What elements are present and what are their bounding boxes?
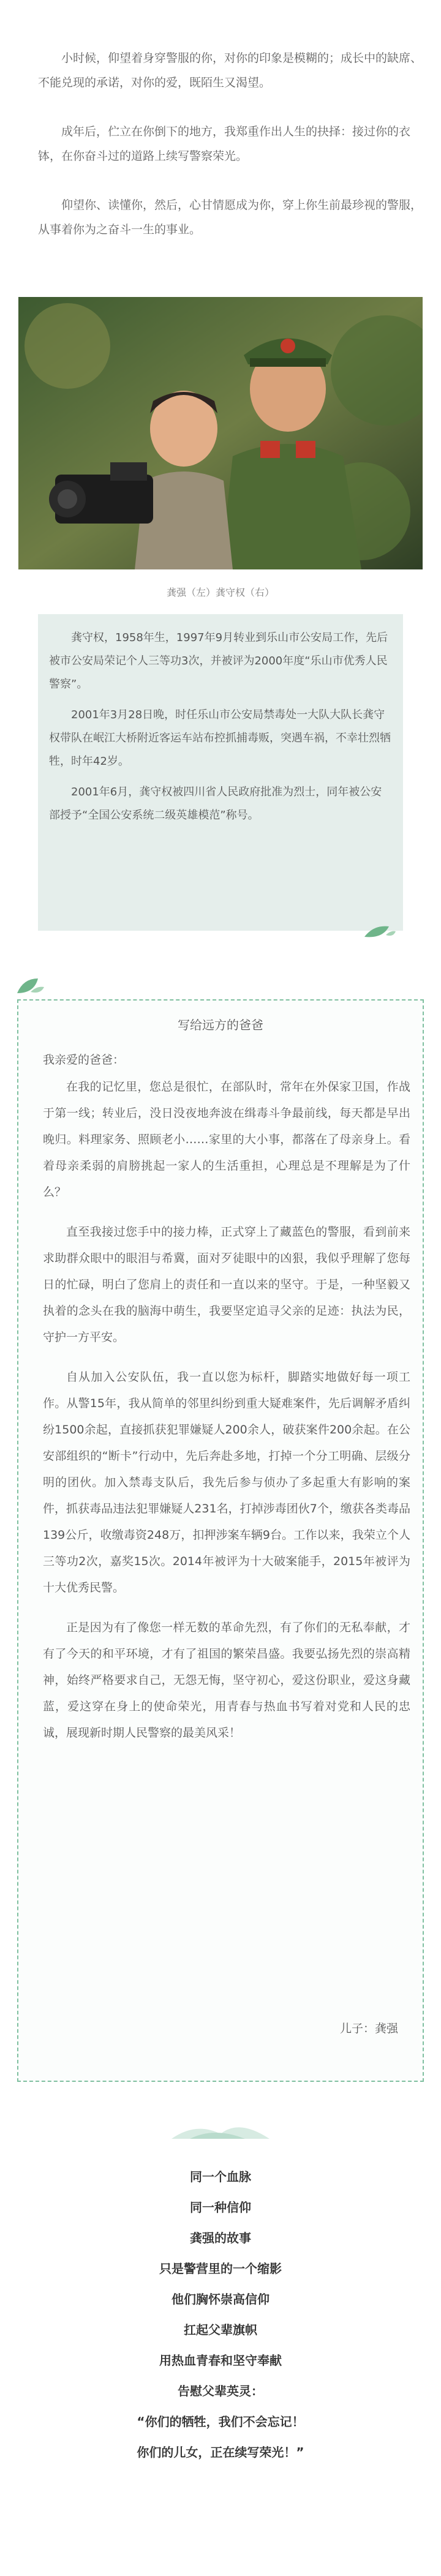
photo-caption: 龚强（左）龚守权（右） <box>166 587 274 598</box>
letter-greeting: 我亲爱的爸爸： <box>43 1053 125 1067</box>
poem-line: 告慰父辈英灵： <box>178 2384 263 2398</box>
poem-line: 同一种信仰 <box>190 2200 251 2215</box>
letter-paragraph-4: 正是因为有了像您一样无数的革命先烈，有了你们的无私奉献，才有了今天的和平环境，才有了祖国的繁荣昌盛。我要弘扬先烈的崇高精神，始终严格要求自己，无怨无悔，坚守初心，爱这份职业，爱这身藏蓝，爱这穿在身上的使命荣光，用青春与热血书写着对党和人民的忠诚，展现新时期人民警察的最美风采！ <box>43 1621 410 1740</box>
letter-signature: 儿子：龚强 <box>339 2022 398 2035</box>
closing-poem <box>0 2161 441 2468</box>
letter-paragraph-1: 在我的记忆里，您总是很忙，在部队时，常年在外保家卫国，作战于第一线；转业后，没日没夜地奔波在缉毒斗争最前线，每天都是早出晚归。料理家务、照顾老小……家里的大小事，都落在了母亲身上。看着母亲柔弱的肩膀挑起一家人的生活重担，心理总是不理解是为了什么？ <box>43 1080 410 1199</box>
photo-illustration <box>18 297 423 569</box>
intro-section <box>38 46 430 266</box>
hill-divider-icon <box>172 2116 270 2140</box>
intro-paragraph-3: 仰望你、读懂你，然后，心甘情愿成为你，穿上你生前最珍视的警服，从事着你为之奋斗一生的事业。 <box>38 198 423 236</box>
letter-body <box>43 1074 410 1760</box>
bio-paragraph-3: 2001年6月，龚守权被四川省人民政府批准为烈士，同年被公安部授予“全国公安系统二级英雄模范”称号。 <box>49 786 382 822</box>
poem-line: 他们胸怀崇高信仰 <box>172 2292 270 2307</box>
poem-line: 扛起父辈旗帜 <box>184 2323 257 2337</box>
intro-paragraph-2: 成年后，伫立在你倒下的地方，我郑重作出人生的抉择：接过你的衣钵，在你奋斗过的道路上续写警察荣光。 <box>38 125 411 163</box>
letter-title: 写给远方的爸爸 <box>178 1018 263 1032</box>
letter-paragraph-2: 直至我接过您手中的接力棒，正式穿上了藏蓝色的警服，看到前来求助群众眼中的眼泪与希冀，面对歹徒眼中的凶狠，我似乎理解了您每日的忙碌，明白了您肩上的责任和一直以来的坚守。于是，一种坚毅又执着的念头在我的脑海中萌生，我要坚定追寻父亲的足迹：执法为民，守护一方平安。 <box>43 1225 410 1344</box>
poem-line: 用热血青春和坚守奉献 <box>159 2353 282 2368</box>
biography-box <box>38 614 403 931</box>
poem-line: 你们的儿女，正在续写荣光！” <box>137 2445 304 2460</box>
poem-line: 只是警营里的一个缩影 <box>159 2261 282 2276</box>
leaf-icon <box>361 922 398 940</box>
intro-paragraph-1: 小时候，仰望着身穿警服的你，对你的印象是模糊的；成长中的缺席、不能兑现的承诺，对你的爱，既陌生又渴望。 <box>38 51 423 89</box>
poem-line: 龚强的故事 <box>190 2231 251 2245</box>
leaf-icon <box>12 975 49 996</box>
poem-line: 同一个血脉 <box>190 2169 251 2184</box>
bio-paragraph-2: 2001年3月28日晚，时任乐山市公安局禁毒处一大队大队长龚守权带队在岷江大桥附近客运车站布控抓捕毒贩，突遇车祸，不幸壮烈牺牲，时年42岁。 <box>49 708 391 768</box>
letter-box <box>17 999 424 2082</box>
poem-line: “你们的牺牲，我们不会忘记！ <box>137 2414 304 2429</box>
letter-paragraph-3: 自从加入公安队伍，我一直以您为标杆，脚踏实地做好每一项工作。从警15年，我从简单的邻里纠纷到重大疑难案件，先后调解矛盾纠纷1500余起，直接抓获犯罪嫌疑人200余人，破获案件200余起。在公安部组织的“断卡”行动中，先后奔赴多地，打掉一个分工明确、层级分明的团伙。加入禁毒支队后，我先后参与侦办了多起重大有影响的案件，抓获毒品违法犯罪嫌疑人231名，打掉涉毒团伙7个，缴获各类毒品139公斤，收缴毒资248万，扣押涉案车辆9台。工作以来，我荣立个人三等功2次，嘉奖15次。2014年被评为十大破案能手，2015年被评为十大优秀民警。 <box>43 1370 410 1594</box>
bio-paragraph-1: 龚守权，1958年生，1997年9月转业到乐山市公安局工作，先后被市公安局荣记个人三等功3次，并被评为2000年度“乐山市优秀人民警察”。 <box>49 631 388 691</box>
father-son-photo <box>18 297 423 569</box>
